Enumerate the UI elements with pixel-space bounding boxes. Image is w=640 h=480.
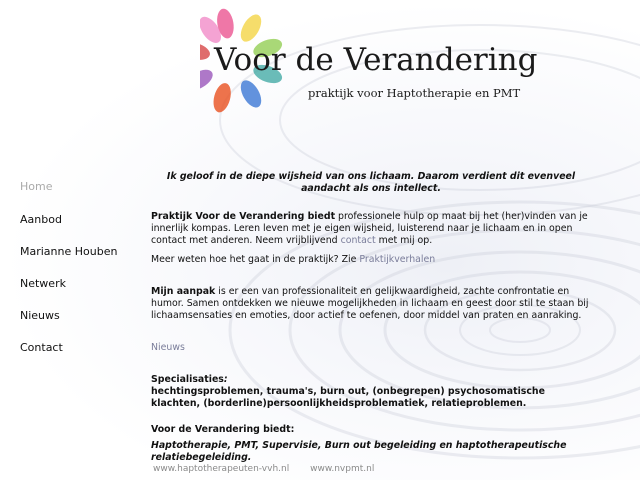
stories-text: Meer weten hoe het gaat in de praktijk? Zie xyxy=(151,254,360,265)
stories-paragraph xyxy=(151,254,591,266)
news-link[interactable]: Nieuws xyxy=(151,342,185,353)
approach-text: is er een van professionaliteit en gelijkwaardigheid, zachte confrontatie en humor. Samen ontdekken we nieuwe mogelijkheden in lichaam en geest door stil te staan bij lichaamsensaties en emoties, door actief te oefenen, door middel van praten en aanraking. xyxy=(151,286,589,321)
footer-link-vvh[interactable]: www.haptotherapeuten-vvh.nl xyxy=(153,464,290,474)
approach-paragraph xyxy=(151,286,591,322)
approach-heading: Mijn aanpak xyxy=(151,286,216,297)
intro-quote: Ik geloof in de diepe wijsheid van ons lichaam. Daarom verdient dit evenveel aandacht als ons intellect. xyxy=(166,171,576,194)
offers-text: Haptotherapie, PMT, Supervisie, Burn out begeleiding en haptotherapeutische relatiebegeleiding. xyxy=(151,440,567,463)
nav-item-netwerk[interactable]: Netwerk xyxy=(20,277,66,290)
footer-links xyxy=(153,464,392,474)
nav-item-home[interactable]: Home xyxy=(20,180,53,193)
nav-item-contact[interactable]: Contact xyxy=(20,341,63,354)
main-content xyxy=(151,171,591,464)
practice-name: Praktijk Voor de Verandering biedt xyxy=(151,211,336,222)
contact-link[interactable]: contact xyxy=(340,235,376,246)
specializations-heading xyxy=(151,374,591,386)
praktijkverhalen-link[interactable]: Praktijkverhalen xyxy=(359,254,436,265)
nav-item-marianne-houben[interactable]: Marianne Houben xyxy=(20,245,118,258)
nav-item-aanbod[interactable]: Aanbod xyxy=(20,213,62,226)
intro-paragraph xyxy=(151,211,591,247)
specializations-text: hechtingsproblemen, trauma's, burn out, (onbegrepen) psychosomatische klachten, (borderline)persoonlijkheidsproblematiek, relatieproblemen. xyxy=(151,386,545,409)
nav-item-nieuws[interactable]: Nieuws xyxy=(20,309,60,322)
intro-text: professionele hulp op maat bij het (her)vinden van je innerlijk kompas. Leren leven met je eigen wijsheid, luisterend naar je lichaam en in open contact met anderen. Neem vrijblijvend xyxy=(151,211,588,246)
intro-text-end: met mij op. xyxy=(375,235,433,246)
offers-heading: Voor de Verandering biedt: xyxy=(151,424,295,435)
logo-title: Voor de Verandering xyxy=(214,42,538,78)
footer-link-nvpmt[interactable]: www.nvpmt.nl xyxy=(310,464,375,474)
specializations-label: Specialisaties xyxy=(151,374,224,385)
logo-subtitle: praktijk voor Haptotherapie en PMT xyxy=(308,86,521,100)
specializations-colon: : xyxy=(223,374,228,385)
